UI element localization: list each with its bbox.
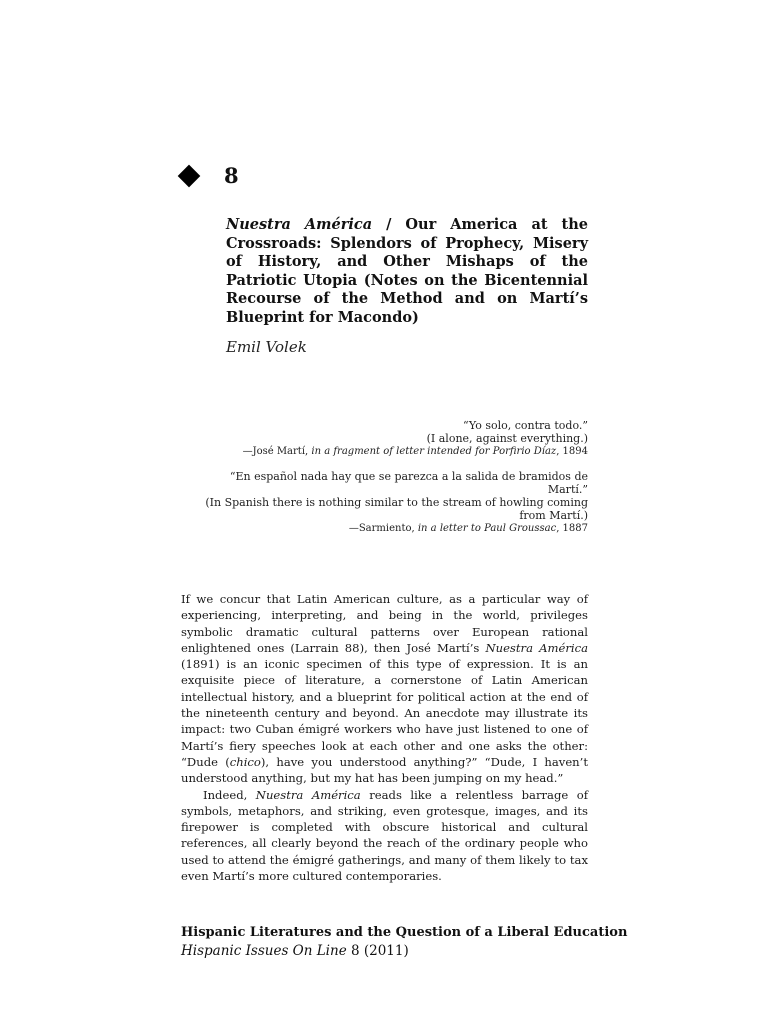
journal-citation (181, 942, 601, 960)
epigraph-quote: “En español nada hay que se parezca a la salida de bramidos de Martí.” (229, 469, 588, 496)
epigraphs (190, 419, 588, 536)
paragraph-text: Indeed, (203, 787, 256, 802)
paragraph (181, 787, 588, 885)
article-title (226, 216, 588, 327)
epigraph-attribution-name: —José Martí, (242, 446, 312, 458)
epigraph-translation: (In Spanish there is nothing similar to the stream of howling coming from Martí.) (205, 496, 588, 523)
epigraph-attribution-name: —Sarmiento, (348, 523, 418, 535)
paragraph-italic: chico (229, 754, 261, 769)
epigraph-attribution-year: , 1887 (556, 523, 588, 535)
paragraph (181, 591, 588, 787)
journal-issue: 8 (2011) (346, 943, 409, 959)
epigraph-attribution (190, 445, 588, 458)
epigraph-attribution-source: in a letter to Paul Groussac (417, 523, 557, 535)
paragraph-italic: Nuestra América (255, 787, 361, 802)
epigraph-attribution (190, 522, 588, 535)
chapter-number: 8 (224, 163, 239, 188)
paragraph-text: If we concur that Latin American culture, as a particular way of experiencing, interpreting, and being in the world, privileges symbolic dramatic cultural patterns over European rational enlightened ones (Larrain 88), then José Martí’s (181, 592, 588, 655)
article-title-rest: / Our America at the Crossroads: Splendors of Prophecy, Misery of History, and Other Mishaps of the Patriotic Utopia (Notes on the Bicentennial Recourse of the Method and on Martí’s Blueprint for Macondo) (226, 216, 589, 326)
epigraph-attribution-source: in a fragment of letter intended for Porfirio Díaz (311, 446, 557, 458)
epigraph-attribution-year: , 1894 (556, 446, 588, 458)
paragraph-text: (1891) is an iconic specimen of this type of expression. It is an exquisite piece of literature, a cornerstone of Latin American intellectual history, and a blueprint for political action at the end of the nineteenth century and beyond. An anecdote may illustrate its impact: two Cuban émigré workers who have just listened to one of Martí’s fiery speeches look at each other and one asks the other: “Dude ( (181, 657, 588, 769)
author-name: Emil Volek (226, 338, 307, 356)
paragraph-text: ), have you understood anything?” “Dude, I haven’t understood anything, but my hat has been jumping on my head.” (181, 754, 588, 786)
chapter-diamond-icon (178, 165, 201, 188)
article-title-italic: Nuestra América (226, 216, 373, 233)
epigraph-quote: “Yo solo, contra todo.” (463, 419, 588, 432)
paragraph-text: reads like a relentless barrage of symbols, metaphors, and striking, even grotesque, images, and its firepower is completed with obscure historical and cultural references, all clearly beyond the reach of the ordinary people who used to attend the émigré gatherings, and many of them likely to tax even Martí’s more cultured contemporaries. (181, 787, 589, 884)
body-text (181, 591, 588, 884)
footer (181, 924, 628, 960)
book-title: Hispanic Literatures and the Question of a Liberal Education (181, 925, 628, 940)
paragraph-italic: Nuestra América (485, 640, 588, 655)
journal-name: Hispanic Issues On Line (181, 943, 347, 959)
epigraph-translation: (I alone, against everything.) (426, 432, 588, 446)
